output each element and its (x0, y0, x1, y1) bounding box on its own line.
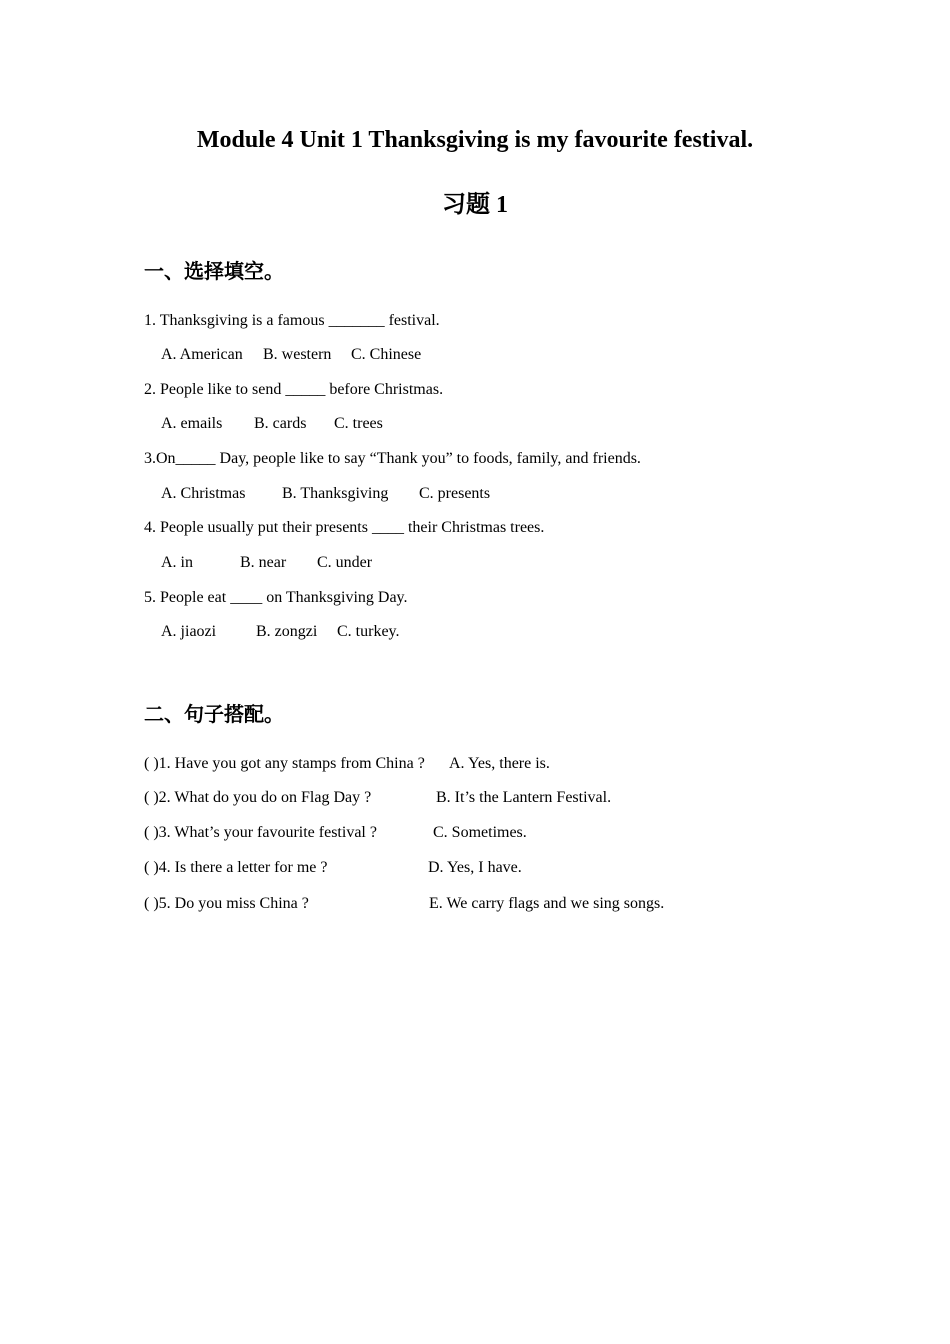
match-answer-a: A. Yes, there is. (449, 755, 550, 772)
question-1: 1. Thanksgiving is a famous _______ festival. (144, 312, 440, 329)
page-title: Module 4 Unit 1 Thanksgiving is my favourite festival. (196, 127, 754, 153)
q1-option-a: A. American (161, 346, 243, 363)
match-answer-c: C. Sometimes. (433, 824, 527, 841)
q5-option-b: B. zongzi (256, 623, 318, 640)
q2-option-a: A. emails (161, 415, 223, 432)
match-answer-b: B. It’s the Lantern Festival. (436, 789, 612, 806)
q5-option-a: A. jiaozi (161, 623, 217, 640)
q5-option-c: C. turkey. (337, 623, 400, 640)
match-question-5: ( )5. Do you miss China ? (144, 895, 309, 912)
question-4-options (161, 552, 372, 574)
question-5: 5. People eat ____ on Thanksgiving Day. (144, 589, 408, 606)
question-4: 4. People usually put their presents ____ their Christmas trees. (144, 519, 545, 536)
section1-heading: 一、选择填空。 (144, 259, 284, 283)
q3-option-b: B. Thanksgiving (282, 485, 389, 502)
page-subtitle: 习题 1 (442, 192, 508, 218)
match-answer-e: E. We carry flags and we sing songs. (429, 895, 665, 912)
q1-option-b: B. western (263, 346, 332, 363)
question-1-options (161, 344, 421, 366)
question-3: 3.On_____ Day, people like to say “Thank you” to foods, family, and friends. (144, 450, 641, 467)
question-2: 2. People like to send _____ before Christmas. (144, 381, 444, 398)
q2-option-b: B. cards (254, 415, 307, 432)
match-question-3: ( )3. What’s your favourite festival ? (144, 824, 377, 841)
q4-option-b: B. near (240, 554, 287, 571)
match-answer-d: D. Yes, I have. (428, 859, 522, 876)
question-5-options (161, 621, 400, 643)
match-question-2: ( )2. What do you do on Flag Day ? (144, 789, 372, 806)
question-2-options (161, 413, 383, 435)
q3-option-c: C. presents (419, 485, 491, 502)
section2-heading: 二、句子搭配。 (144, 702, 284, 726)
match-question-4: ( )4. Is there a letter for me ? (144, 859, 328, 876)
question-3-options (161, 483, 490, 505)
match-question-1: ( )1. Have you got any stamps from China ? (144, 755, 425, 772)
q1-option-c: C. Chinese (351, 346, 422, 363)
q3-option-a: A. Christmas (161, 485, 246, 502)
q2-option-c: C. trees (334, 415, 383, 432)
q4-option-a: A. in (161, 554, 193, 571)
q4-option-c: C. under (317, 554, 373, 571)
